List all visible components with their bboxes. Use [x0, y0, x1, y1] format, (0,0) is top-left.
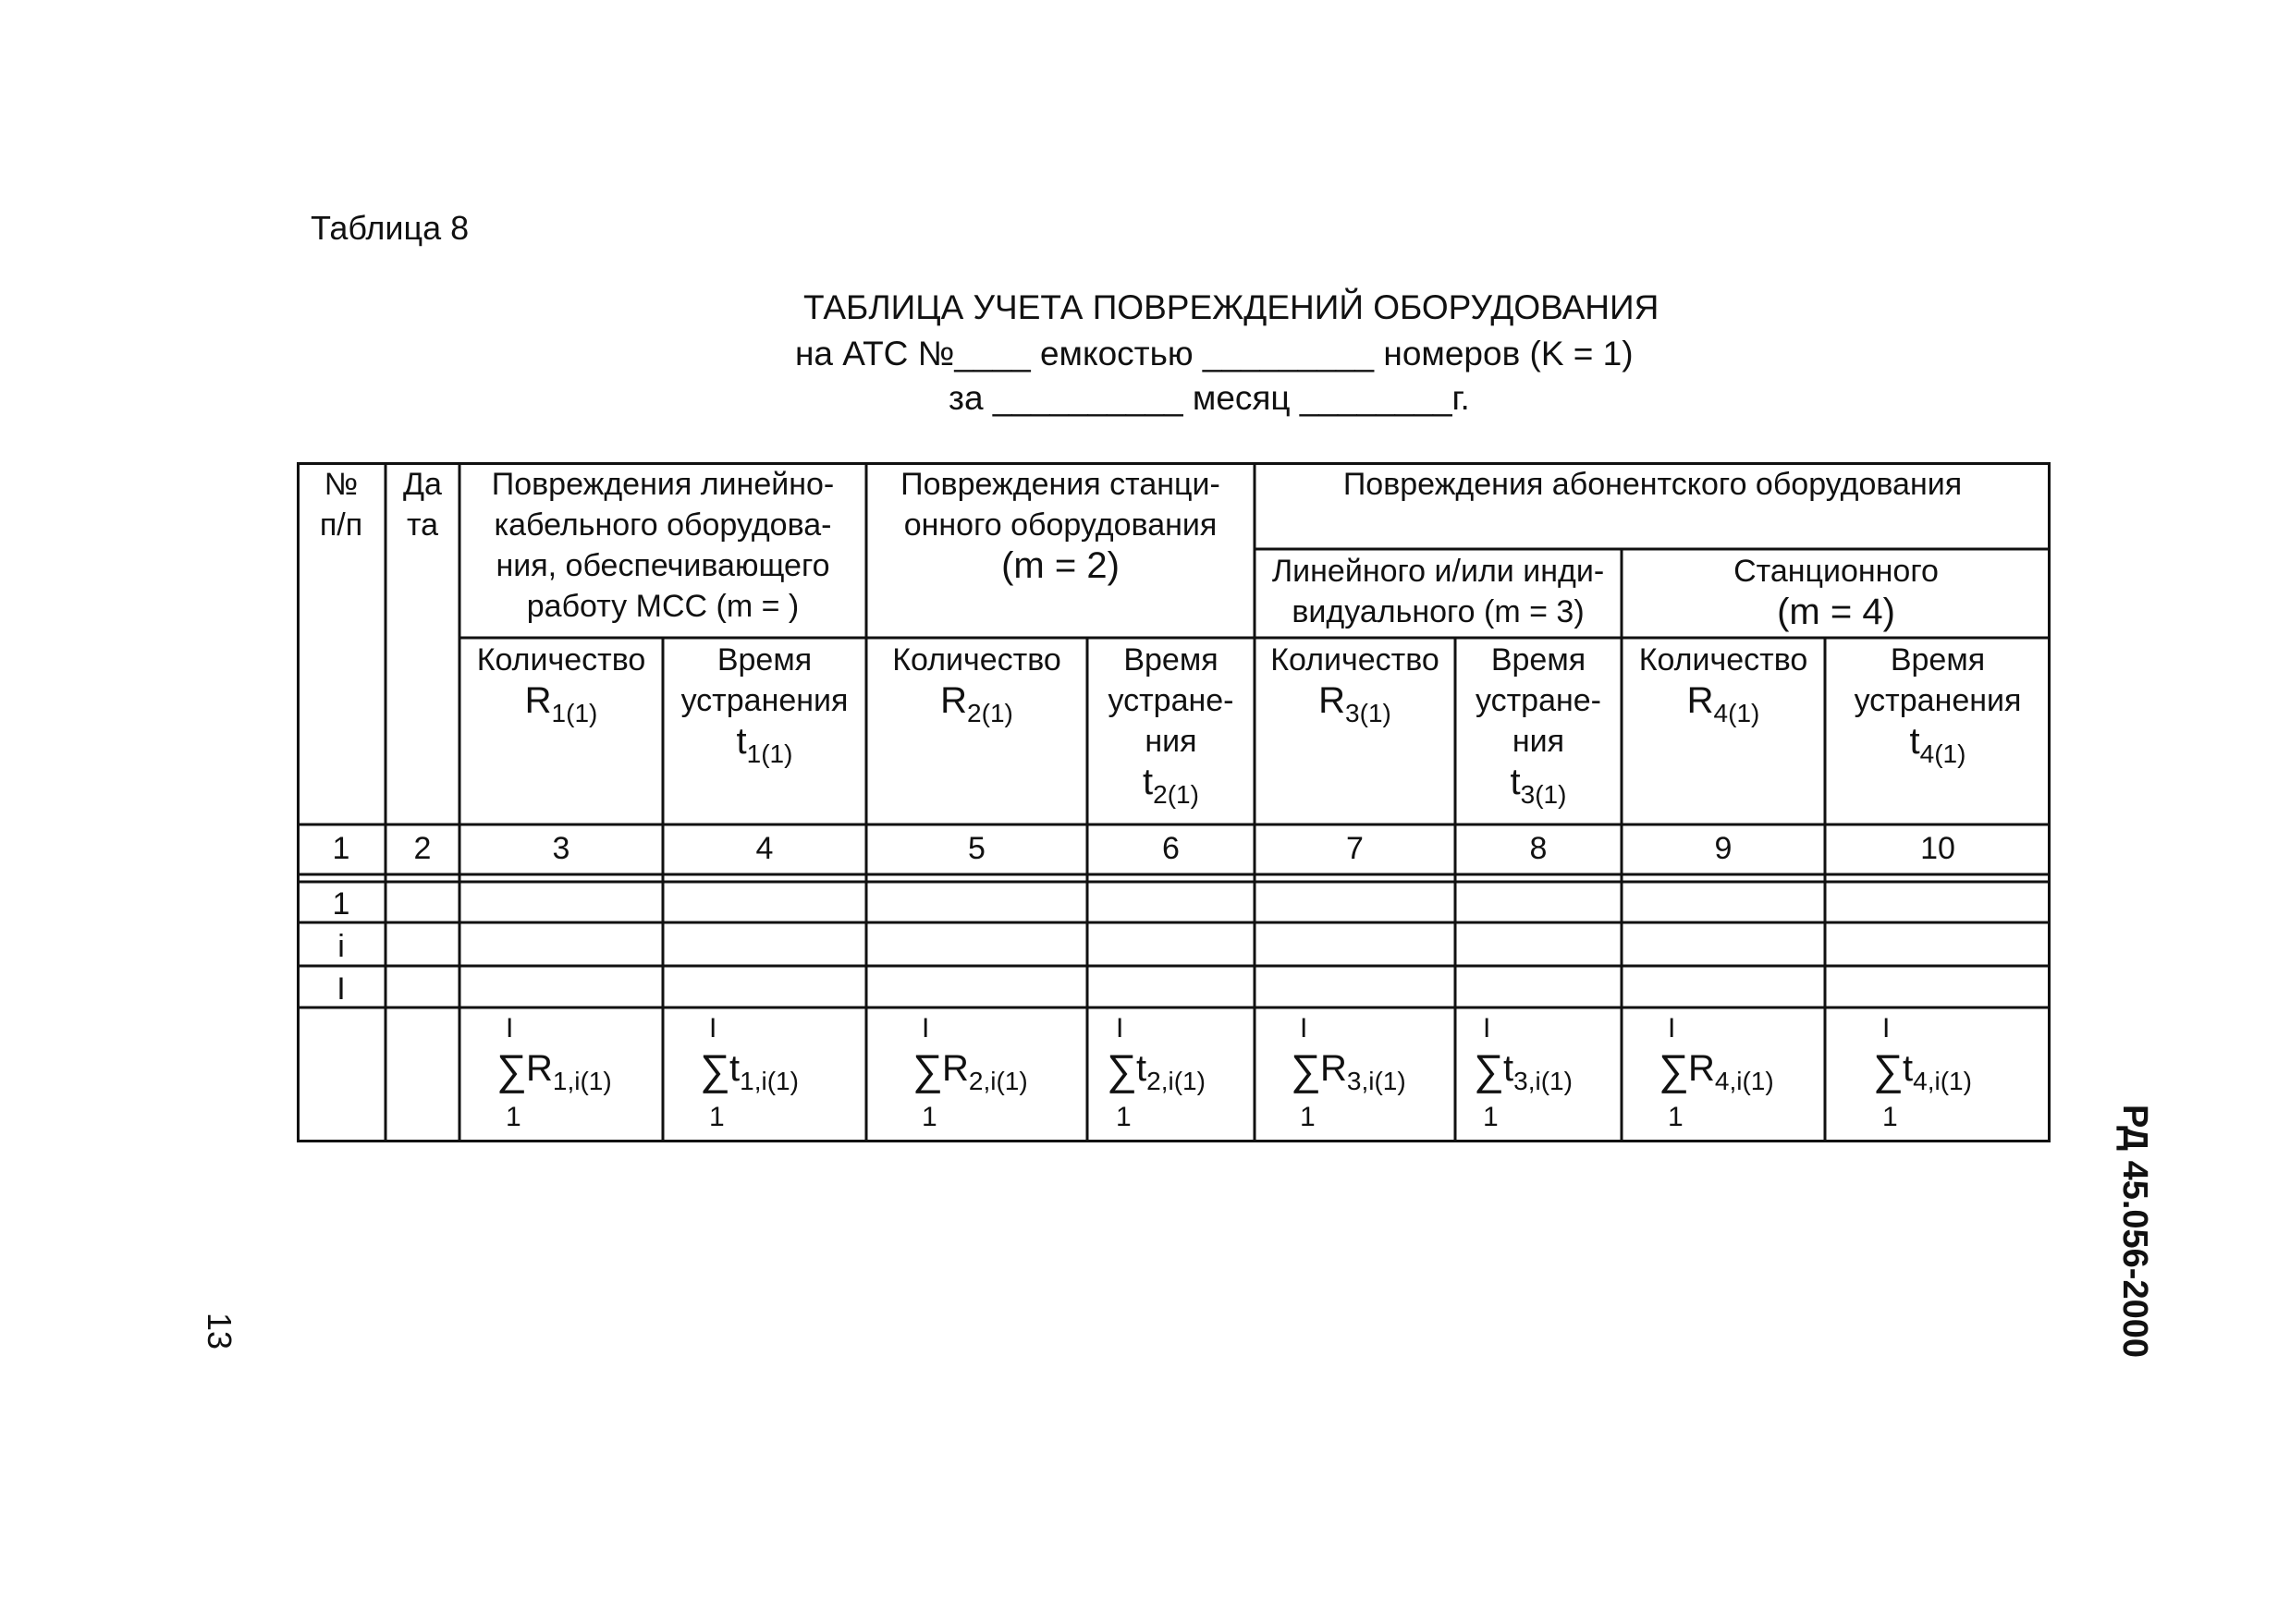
header-qty-r2 [866, 638, 1087, 734]
col-number: 5 [968, 831, 986, 866]
header-g3-text: Повреждения абонентского оборудования [1342, 467, 1963, 502]
header-time-t4 [1825, 638, 2051, 775]
header-qty-r3 [1255, 638, 1455, 734]
sum-lower-limit: 1 [1882, 1102, 1898, 1132]
sum-expression: $R_{1,i(1)}$ [526, 1048, 612, 1095]
sum-cell [663, 1009, 866, 1142]
sigma-symbol: ∑ [1107, 1045, 1137, 1093]
header-qty-r1 [459, 638, 663, 734]
sum-cell [1825, 1009, 2051, 1142]
sum-lower-limit: 1 [1116, 1102, 1132, 1132]
sum-expression: $t_{3,i(1)}$ [1503, 1048, 1573, 1095]
var-t4: $t_{4(1)}$ [1909, 721, 1966, 768]
sum-lower-limit: 1 [1300, 1102, 1316, 1132]
title-subline-station: на АТС №____ емкостью _________ номеров (K = 1) [795, 335, 1634, 372]
time-label-3: ния [1512, 724, 1565, 759]
var-r3: $R_{3(1)}$ [1318, 680, 1391, 727]
header-row-number [297, 462, 386, 545]
col-number: 7 [1346, 831, 1364, 866]
sum-upper-limit: I [709, 1013, 717, 1044]
header-qty-r4 [1622, 638, 1825, 734]
time-label-1: Время [1123, 642, 1218, 678]
header-time-t1 [663, 638, 866, 775]
sum-upper-limit: I [1300, 1013, 1308, 1044]
header-station-subscriber [1622, 549, 2051, 632]
col-number: 6 [1162, 831, 1180, 866]
var-t1: $t_{1(1)}$ [736, 721, 793, 768]
header-g3b-line2: (m = 4) [1777, 592, 1895, 632]
col-number: 3 [552, 831, 570, 866]
header-line-cable-damage [459, 462, 866, 627]
header-time-t2 [1087, 638, 1255, 815]
table-label: Таблица 8 [311, 209, 470, 247]
time-label-2: устране- [1108, 683, 1234, 718]
header-g3b-line1: Станционного [1733, 554, 1939, 589]
header-g1-line4: работу МСС (m = ) [526, 589, 800, 624]
var-r2: $R_{2(1)}$ [940, 680, 1013, 727]
document-code: РД 45.056-2000 [2115, 1105, 2154, 1358]
col-number: 1 [332, 831, 350, 866]
sum-lower-limit: 1 [922, 1102, 937, 1132]
title-subline-period: за __________ месяц ________г. [949, 379, 1470, 417]
sum-expression: $t_{4,i(1)}$ [1903, 1048, 1972, 1095]
col-number: 4 [755, 831, 774, 866]
page-number: 13 [201, 1313, 239, 1350]
header-g1-line3: ния, обеспечивающего [496, 548, 830, 583]
header-g2-line3: (m = 2) [1001, 545, 1120, 586]
sum-lower-limit: 1 [1483, 1102, 1499, 1132]
sum-lower-limit: 1 [506, 1102, 521, 1132]
header-g2-line1: Повреждения станци- [900, 467, 1220, 502]
sum-expression: $R_{3,i(1)}$ [1320, 1048, 1406, 1095]
damage-table [297, 462, 2051, 1142]
time-label-3: ния [1145, 724, 1197, 759]
sum-lower-limit: 1 [1668, 1102, 1684, 1132]
header-row-number-line2: п/п [319, 507, 363, 543]
sum-cell [1455, 1009, 1622, 1142]
sum-cell [1255, 1009, 1455, 1142]
sum-expression: $R_{4,i(1)}$ [1688, 1048, 1774, 1095]
time-label-1: Время [1490, 642, 1586, 678]
header-date-line1: Да [403, 467, 442, 502]
sum-upper-limit: I [1483, 1013, 1491, 1044]
var-r1: $R_{1(1)}$ [524, 680, 598, 727]
sigma-symbol: ∑ [1474, 1045, 1504, 1093]
var-t3: $t_{3(1)}$ [1510, 762, 1567, 809]
sum-upper-limit: I [1882, 1013, 1891, 1044]
col-number: 10 [1920, 831, 1955, 866]
header-date [386, 462, 459, 545]
header-linear-individual [1255, 549, 1622, 632]
col-number: 8 [1529, 831, 1548, 866]
qty-label: Количество [892, 642, 1061, 678]
qty-label: Количество [1638, 642, 1808, 678]
qty-label: Количество [476, 642, 646, 678]
sum-expression: $t_{1,i(1)}$ [729, 1048, 799, 1095]
sum-upper-limit: I [506, 1013, 514, 1044]
time-label-1: Время [716, 642, 813, 678]
header-subscriber-damage [1255, 462, 2051, 505]
sum-upper-limit: I [922, 1013, 930, 1044]
time-label-2: устране- [1475, 683, 1602, 718]
table-title: ТАБЛИЦА УЧЕТА ПОВРЕЖДЕНИЙ ОБОРУДОВАНИЯ [803, 288, 1659, 326]
sum-cell [459, 1009, 663, 1142]
sum-cell [866, 1009, 1087, 1142]
header-time-t3 [1455, 638, 1622, 815]
sum-cell [1622, 1009, 1825, 1142]
var-r4: $R_{4(1)}$ [1686, 680, 1760, 727]
row-label: 1 [332, 886, 350, 922]
qty-label: Количество [1270, 642, 1439, 678]
sigma-symbol: ∑ [912, 1045, 943, 1093]
time-label-2: устранения [680, 683, 849, 718]
sigma-symbol: ∑ [1873, 1045, 1904, 1093]
col-number: 9 [1714, 831, 1733, 866]
sum-lower-limit: 1 [709, 1102, 725, 1132]
time-label-2: устранения [1854, 683, 2022, 718]
sigma-symbol: ∑ [1291, 1045, 1321, 1093]
sigma-symbol: ∑ [700, 1045, 730, 1093]
sum-cell [1087, 1009, 1255, 1142]
row-label: i [337, 929, 345, 964]
header-g3a-line1: Линейного и/или инди- [1271, 554, 1605, 589]
header-date-line2: та [406, 507, 439, 543]
row-label: I [337, 971, 346, 1007]
header-g2-line2: онного оборудования [903, 507, 1218, 543]
sum-expression: $t_{2,i(1)}$ [1136, 1048, 1206, 1095]
sum-upper-limit: I [1668, 1013, 1676, 1044]
sigma-symbol: ∑ [1659, 1045, 1689, 1093]
header-g3a-line2: видуального (m = 3) [1292, 594, 1585, 629]
sum-upper-limit: I [1116, 1013, 1124, 1044]
header-row-number-line1: № [324, 467, 359, 502]
header-g1-line1: Повреждения линейно- [491, 467, 835, 502]
sigma-symbol: ∑ [496, 1045, 527, 1093]
header-g1-line2: кабельного оборудова- [494, 507, 832, 543]
time-label-1: Время [1890, 642, 1986, 678]
var-t2: $t_{2(1)}$ [1143, 762, 1199, 809]
header-station-damage [866, 462, 1255, 586]
sum-expression: $R_{2,i(1)}$ [942, 1048, 1028, 1095]
col-number: 2 [413, 831, 432, 866]
